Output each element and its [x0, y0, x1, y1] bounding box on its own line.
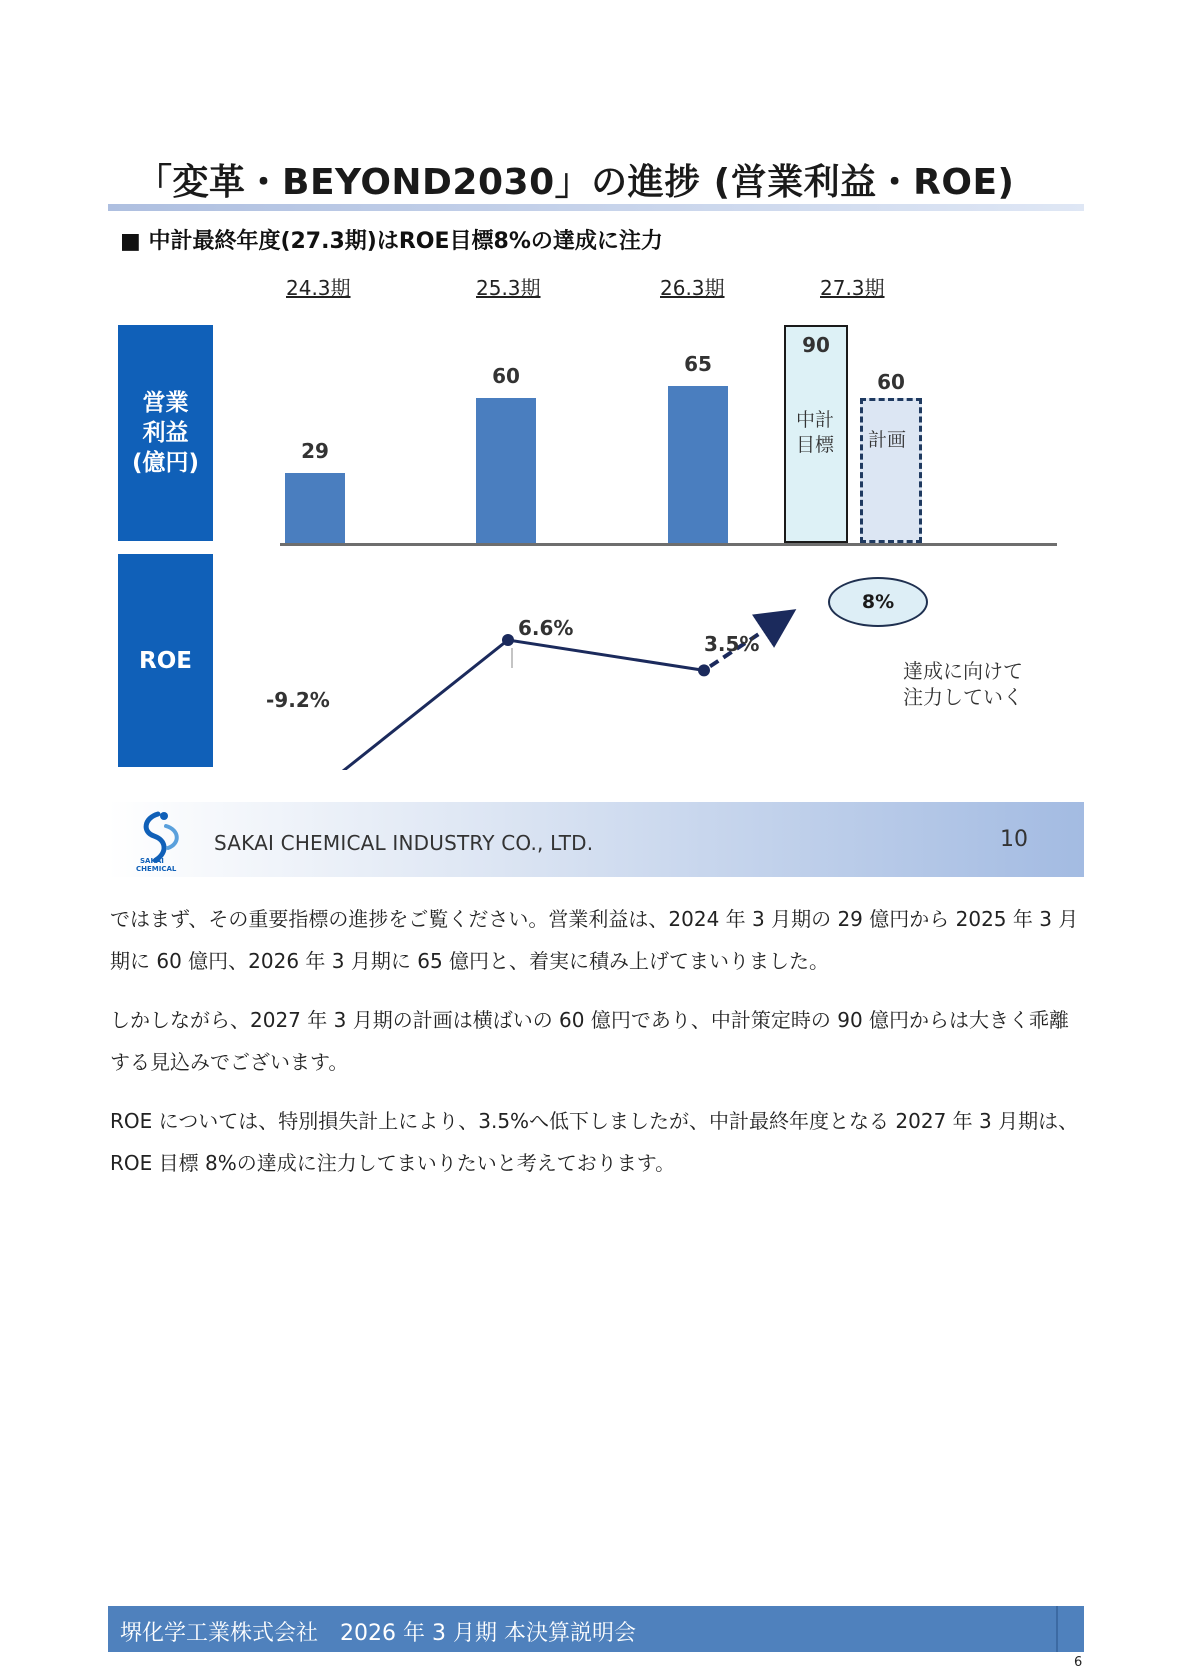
page-footer-text: 堺化学工業株式会社 2026 年 3 月期 本決算説明会	[120, 1621, 636, 1646]
bar-26-3	[668, 386, 728, 543]
plan-bar-27-3	[860, 398, 922, 543]
company-name: SAKAI CHEMICAL INDUSTRY CO., LTD.	[214, 831, 594, 855]
period-label: 27.3期	[820, 276, 885, 300]
page-footer-edge	[1056, 1606, 1058, 1652]
page-number: 6	[1074, 1655, 1083, 1670]
roe-line	[313, 640, 704, 770]
paragraph: ROE については、特別損失計上により、3.5%へ低下しましたが、中計最終年度となる 2027 年 3 月期は、ROE 目標 8%の達成に注力してまいりたいと考えております。	[110, 1109, 1079, 1175]
roe-point	[698, 664, 710, 676]
roe-label: ROE	[118, 554, 213, 767]
slide-subtitle: ■ 中計最終年度(27.3期)はROE目標8%の達成に注力	[120, 229, 663, 254]
roe-value-label: -9.2%	[266, 688, 330, 712]
logo-text: SAKAI	[140, 857, 164, 865]
paragraph: ではまず、その重要指標の進捗をご覧ください。営業利益は、2024 年 3 月期の 29 億円から 2025 年 3 月期に 60 億円、2026 年 3 月期に 65 億円と、着実に積み上げてまいりました。	[110, 907, 1079, 973]
operating-profit-label: 営業 利益 (億円)	[118, 325, 213, 541]
bar-value-label: 29	[301, 438, 329, 463]
period-label: 25.3期	[476, 276, 541, 300]
target-value-label: 90	[802, 333, 830, 357]
period-label: 26.3期	[660, 276, 725, 300]
target-label: 中計 目標	[796, 409, 835, 456]
bar-value-label: 65	[684, 351, 712, 376]
logo-text: CHEMICAL	[136, 865, 177, 872]
plan-value-label: 60	[877, 369, 905, 394]
page-footer	[108, 1606, 1084, 1652]
bar-value-label: 60	[492, 363, 520, 388]
paragraph: しかしながら、2027 年 3 月期の計画は横ばいの 60 億円であり、中計策定時の 90 億円からは大きく乖離する見込みでございます。	[110, 1008, 1070, 1074]
bar-axis	[280, 543, 1057, 546]
title-rule	[108, 204, 1084, 211]
bar-25-3	[476, 398, 536, 543]
slide	[108, 150, 1084, 877]
slide-number: 10	[1000, 827, 1028, 852]
roe-note: 達成に向けて 注力していく	[903, 659, 1023, 709]
slide-title: 「変革・BEYOND2030」の進捗 (営業利益・ROE)	[136, 162, 1015, 203]
plan-label: 計画	[868, 429, 907, 451]
roe-point	[502, 634, 514, 646]
roe-target-oval: 8%	[828, 577, 928, 627]
roe-value-label: 6.6%	[518, 616, 574, 640]
bar-24-3	[285, 473, 345, 543]
roe-value-label: 3.5%	[704, 632, 760, 656]
period-label: 24.3期	[286, 276, 351, 300]
sakai-chemical-logo	[136, 808, 190, 872]
